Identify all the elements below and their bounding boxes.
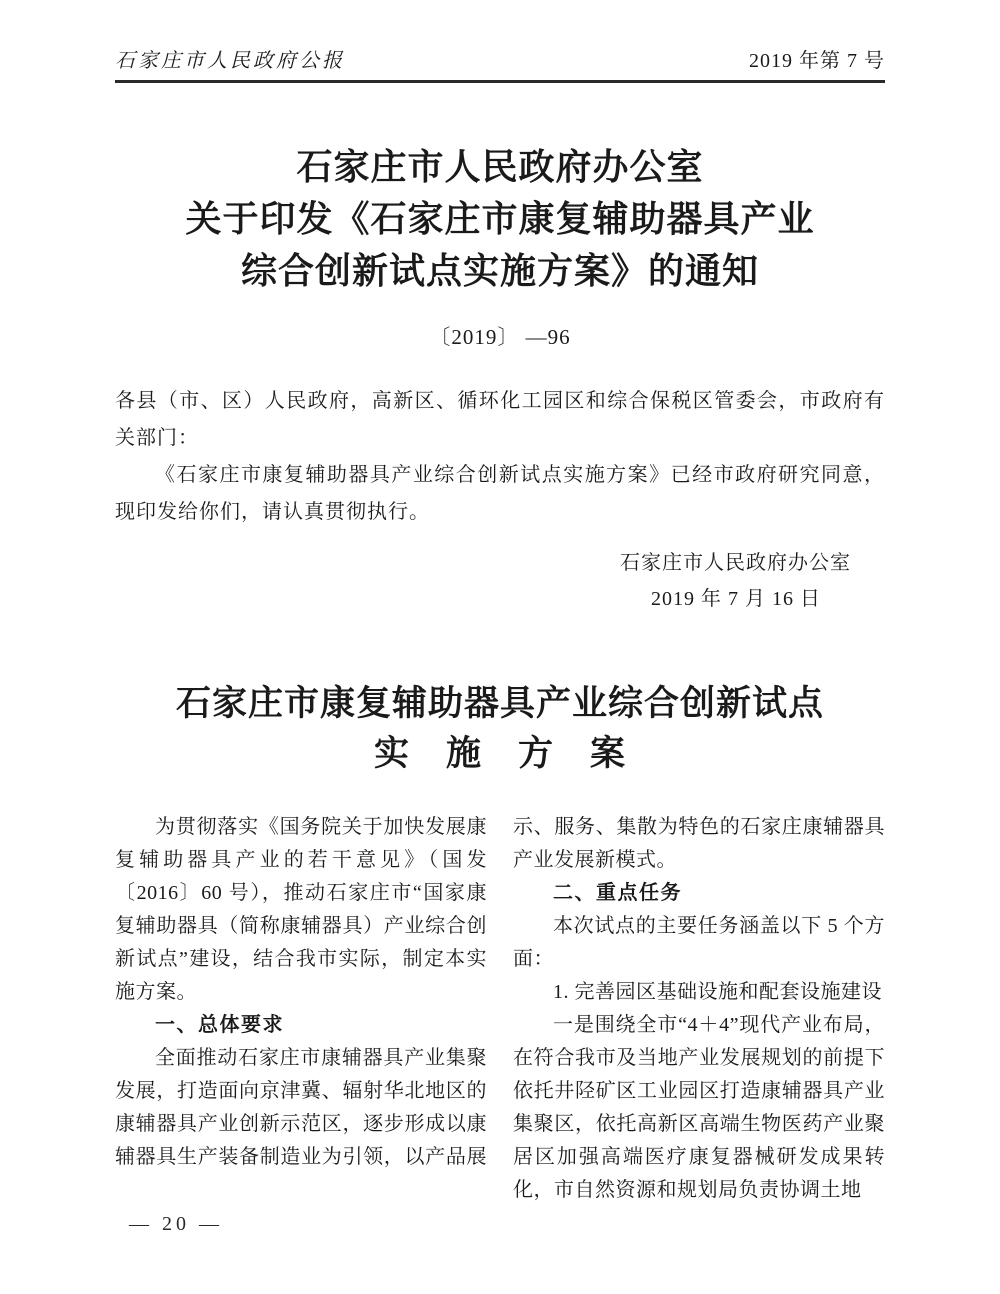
- signature-block: [115, 545, 885, 617]
- plan-title-line-1: 石家庄市康复辅助器具产业综合创新试点: [175, 684, 824, 723]
- notice-title-line-1: 石家庄市人民政府办公室: [296, 147, 704, 187]
- notice-paragraph: 《石家庄市康复辅助器具产业综合创新试点实施方案》已经市政府研究同意，现印发给你们，请认真贯彻执行。: [115, 464, 885, 523]
- plan-title: [115, 679, 885, 779]
- issue-number: 2019 年第 7 号: [749, 50, 885, 72]
- notice-body: [115, 383, 885, 531]
- plan-body-columns: [115, 811, 885, 1207]
- journal-title: 石家庄市人民政府公报: [115, 50, 345, 72]
- page-number: — 20 —: [129, 1213, 223, 1235]
- notice-title: [115, 141, 885, 297]
- plan-paragraph: 本次试点的主要任务涵盖以下 5 个方面：: [513, 915, 885, 970]
- plan-section-heading: 一、总体要求: [155, 1014, 284, 1036]
- plan-paragraph: 全面推动石家庄市康辅器具产业集聚发展，打造面向京津冀、辐射华北地区的康辅器具产业创新示范区，逐步形成以康辅器具生产装备制造业为引领，以产品展示、服务、集散为特色的石家庄康辅器具产业发展新模式。: [115, 816, 885, 1168]
- plan-title-line-2: 实 施 方 案: [373, 734, 626, 773]
- plan-section-heading: 二、重点任务: [553, 882, 682, 904]
- running-header: [115, 0, 885, 83]
- notice-title-line-3: 综合创新试点实施方案》的通知: [240, 251, 759, 291]
- plan-paragraph: 为贯彻落实《国务院关于加快发展康复辅助器具产业的若干意见》（国发〔2016〕60 号），推动石家庄市“国家康复辅助器具（简称康辅器具）产业综合创新试点”建设，结合我市实际，制定本实施方案。: [115, 816, 487, 1003]
- plan-paragraph: 1. 完善园区基础设施和配套设施建设: [553, 981, 882, 1003]
- signer-name: 石家庄市人民政府办公室: [620, 552, 851, 574]
- notice-salutation: 各县（市、区）人民政府，高新区、循环化工园区和综合保税区管委会，市政府有关部门：: [115, 390, 885, 449]
- notice-title-line-2: 关于印发《石家庄市康复辅助器具产业: [185, 199, 815, 239]
- document-number: 〔2019〕 —96: [429, 325, 571, 349]
- plan-paragraph: 一是围绕全市“4＋4”现代产业布局，在符合我市及当地产业发展规划的前提下依托井陉矿区工业园区打造康辅器具产业集聚区，依托高新区高端生物医药产业聚居区加强高端医疗康复器械研发成果转化，市自然资源和规划局负责协调土地: [513, 1014, 885, 1201]
- page-content: [115, 0, 885, 1236]
- sign-date: 2019 年 7 月 16 日: [651, 588, 821, 610]
